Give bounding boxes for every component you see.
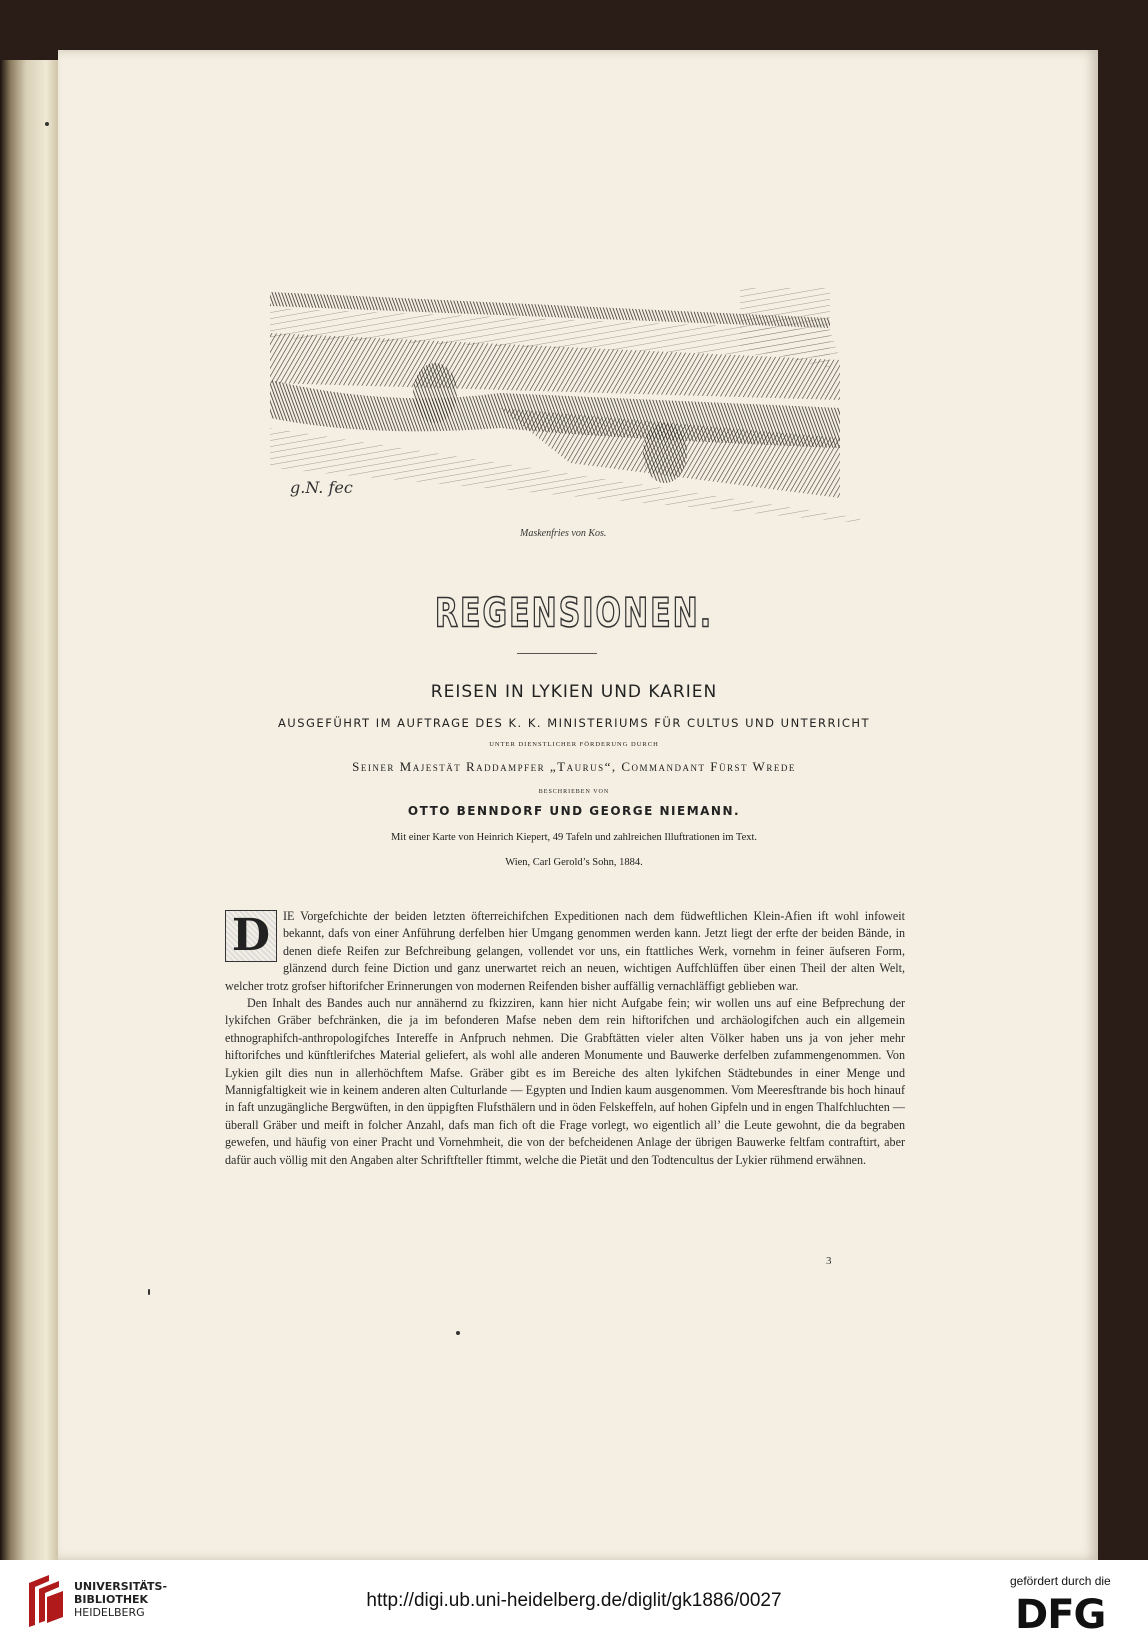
book-subtitle-small: UNTER DIENSTLICHER FÖRDERUNG DURCH <box>489 741 659 748</box>
permalink[interactable]: http://digi.ub.uni-heidelberg.de/diglit/gk1886/0027 <box>366 1590 782 1611</box>
paragraph-text: IE Vorgefchichte der beiden letzten öfterreichifchen Expeditionen nach dem füdweftlichen Klein-Afien ift wohl infoweit bekannt, dafs von einer Anführung derfelben hier Umgang genommen werden kann. Jetzt liegt der erfte der beiden Bände, in denen diefe Reifen zur Befchreibung gelangen, vollendet vor uns, ein ftattliches Werk, vornehm in feiner äufseren Form, glänzend durch feine Diction und ganz unerwartet reich an neuen, wichtigen Auffchlüffen über einen Theil der alten Welt, welcher trotz grofser hiftorifcher Erinnerungen von modernen Reifenden bisher auffällig vernachläffigt geblieben war. <box>225 909 905 993</box>
book-title: REISEN IN LYKIEN UND KARIEN <box>430 682 718 702</box>
page-mark <box>456 1331 460 1335</box>
drop-cap: D <box>225 910 277 962</box>
library-name-line: BIBLIOTHEK <box>74 1593 149 1606</box>
page-mark <box>45 122 49 126</box>
page-mark <box>148 1289 150 1295</box>
library-name-line: UNIVERSITÄTS- <box>74 1580 168 1593</box>
funded-by-label: gefördert durch die <box>1010 1574 1111 1588</box>
authors: OTTO BENNDORF UND GEORGE NIEMANN. <box>407 804 741 818</box>
divider <box>517 653 597 654</box>
page-number: 3 <box>826 1255 832 1267</box>
paragraph: Den Inhalt des Bandes auch nur annähernd zu fkizziren, kann hier nicht Aufgabe fein; wir wollen uns auf eine Befprechung der lykifchen Gräber befchränken, die ja im befonderen Mafse neben dem rein hiftorifchen und archäologifchen auch ein allgemein ethnographifch-anthropologifches Intereffe in Anfpruch nehmen. Die Grabftätten vieler alten Völker haben uns ja von jeher mehr hiftorifches und künftlerifches Material geliefert, als wohl alle anderen Monumente und Bauwerke derfelben zufammengenommen. Von Lykien gilt dies nun in allerhöchftem Mafse. Gräber gibt es im Bereiche des alten lykifchen Städtebundes in einer Menge und Mannigfaltigkeit wie in keinem anderen alten Culturlande — Egypten und Indien kaum ausgenommen. Vom Meeresftrande bis hoch hinauf in faft unzugängliche Bergwüften, in den üppigften Flufsthälern und in öden Felskeffeln, auf hohen Gipfeln und in engen Thalfchluchten — überall Gräber und meift in folcher Anzahl, dafs man fich oft die Frage vorlegt, wo eigentlich all’ die Leute gewohnt, die da begraben gewefen, und häufig von einer Pracht und Vornehmheit, die von der befcheidenen Anlage der übrigen Bauwerke feltfam contraftirt, aber dafür auch völlig mit den Angaben alter Schriftfteller ftimmt, welche die Pietät und den Todtencultus der Lykier rühmend erwähnen. <box>225 996 905 1167</box>
paragraph <box>225 908 905 995</box>
described-by: BESCHRIEBEN VON <box>538 789 610 795</box>
publisher: Wien, Carl Gerold’s Sohn, 1884. <box>505 857 643 868</box>
library-name-line: HEIDELBERG <box>74 1606 145 1619</box>
dfg-logo: DFG <box>1015 1592 1106 1638</box>
ship-line: Seiner Majestät Raddampfer „Taurus“, Commandant Fürst Wrede <box>352 759 796 774</box>
figure-caption: Maskenfries von Kos. <box>520 528 607 539</box>
book-subtitle: AUSGEFÜHRT IM AUFTRAGE DES K. K. MINISTERIUMS FÜR CULTUS UND UNTERRICHT <box>277 716 871 730</box>
signature: g.N. fec <box>290 478 353 497</box>
book-details: Mit einer Karte von Heinrich Kiepert, 49 Tafeln und zahlreichen Illuftrationen im Text. <box>390 832 758 843</box>
section-title: REGENSIONEN. <box>434 589 714 638</box>
frieze-illustration <box>270 288 860 533</box>
review-text <box>225 908 905 1169</box>
